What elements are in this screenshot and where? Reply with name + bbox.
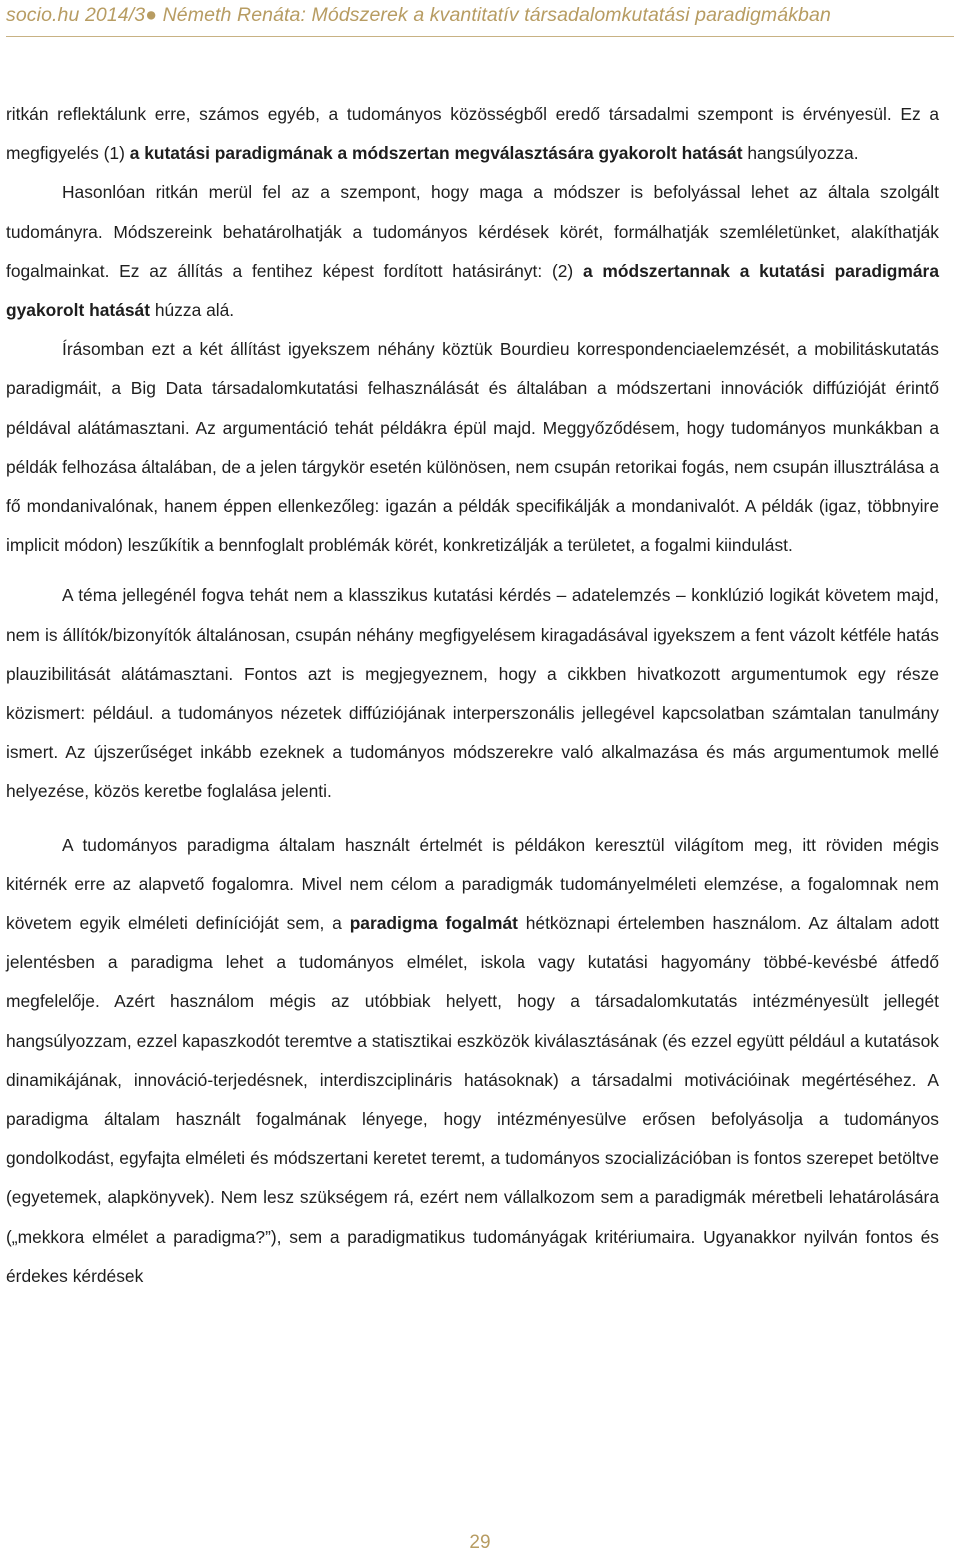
paragraph-2-text: Hasonlóan ritkán merül fel az a szempont, hogy maga a módszer is befolyással lehet az általa szolgált tudományra. Módszereink behatárolhatják a tudományos kérdések körét, formálhatják szemléletünket, alakíthatják fogalmainkat. Ez az állítás a fentihez képest fordított hatásirányt: (2) [6, 182, 939, 281]
paragraph-1 [6, 95, 939, 173]
paragraph-5-emphasis: paradigma fogalmát [349, 913, 518, 934]
article-body [6, 95, 939, 1296]
bullet-icon: ● [145, 4, 158, 26]
page-number: 29 [469, 1532, 491, 1553]
paragraph-5-text-end: hétköznapi értelemben használom. Az általam adott jelentésben a paradigma lehet a tudományos elmélet, iskola vagy kutatási hagyomány többé-kevésbé átfedő megfelelője. Azért használom mégis az utóbbiak helyett, hogy a társadalomkutatás intézményesült jellegét hangsúlyozzam, ezzel kapaszkodót teremtve a statisztikai eszközök kiválasztásának (és ezzel együtt például a kutatások dinamikájának, innováció-terjedésnek, interdiszciplináris hatásoknak) a társadalmi motivációinak megértéséhez. A paradigma általam használt fogalmának lényege, hogy intézményesülve erősen befolyásolja a tudományos gondolkodást, egyfajta elméleti és módszertani keretet teremt, a tudományos szocializációban is fontos szerepet betöltve (egyetemek, alapkönyvek). Nem lesz szükségem rá, ezért nem vállalkozom sem a paradigmák méretbeli lehatárolására („mekkora elmélet a paradigma?”), sem a paradigmatikus tudományágak kritériumaira. Ugyanakkor nyilván fontos és érdekes kérdések [6, 913, 939, 1286]
paragraph-2 [6, 173, 939, 330]
journal-name: socio.hu 2014/3 [6, 4, 146, 26]
paragraph-1-text-end: hangsúlyozza. [742, 143, 859, 164]
paragraph-5-text: A tudományos paradigma általam használt értelmét is példákon keresztül világítom meg, itt röviden mégis kitérnék erre az alapvető fogalomra. Mivel nem célom a paradigmák tudományelméleti elemzése, a fogalomnak nem követem egyik elméleti definícióját sem, a [6, 834, 939, 934]
paragraph-3: Írásomban ezt a két állítást igyekszem néhány köztük Bourdieu korrespondenciaelemzését, a mobilitáskutatás paradigmáit, a Big Data társadalomkutatási felhasználását és általában a módszertani innovációk diffúzióját érintő példával alátámasztani. Az argumentáció tehát példákra épül majd. Meggyőződésem, hogy tudományos munkákban a példák felhozása általában, de a jelen tárgykör esetén különösen, nem csupán retorikai fogás, nem csupán illusztrálása a fő mondanivalónak, hanem éppen ellenkezőleg: igazán a példák specifikálják a mondanivalót. A példák (igaz, többnyire implicit módon) leszűkítik a bennfoglalt problémák körét, konkretizálják a területet, a fogalmi kiindulást. [6, 339, 939, 556]
running-header [6, 4, 954, 37]
paragraph-2-emphasis: a módszertannak a kutatási paradigmára gyakorolt hatását [6, 260, 939, 321]
paragraph-5 [6, 826, 939, 1296]
paragraph-1-emphasis: a kutatási paradigmának a módszertan megválasztására gyakorolt hatását [129, 143, 743, 164]
article-title: Németh Renáta: Módszerek a kvantitatív társadalomkutatási paradigmákban [162, 4, 831, 26]
paragraph-4: A téma jellegénél fogva tehát nem a klasszikus kutatási kérdés – adatelemzés – konklúzió logikát követem majd, nem is állítók/bizonyítók általánosan, csupán néhány megfigyelésem kiragadásával igyekszem a fent vázolt kétféle hatás plauzibilitását alátámasztani. Fontos azt is megjegyeznem, hogy a cikkben hivatkozott argumentumok egy része közismert: például. a tudományos nézetek diffúziójának interperszonális jellegével kapcsolatban számtalan tanulmány ismert. Az újszerűséget inkább ezeknek a tudományos módszerekre való alkalmazása és más argumentumok mellé helyezése, közös keretbe foglalása jelenti. [6, 585, 939, 802]
paragraph-2-text-end: húzza alá. [150, 300, 235, 321]
paragraph-1-text: ritkán reflektálunk erre, számos egyéb, a tudományos közösségből eredő társadalmi szempont is érvényesül. Ez a megfigyelés (1) [6, 104, 939, 164]
